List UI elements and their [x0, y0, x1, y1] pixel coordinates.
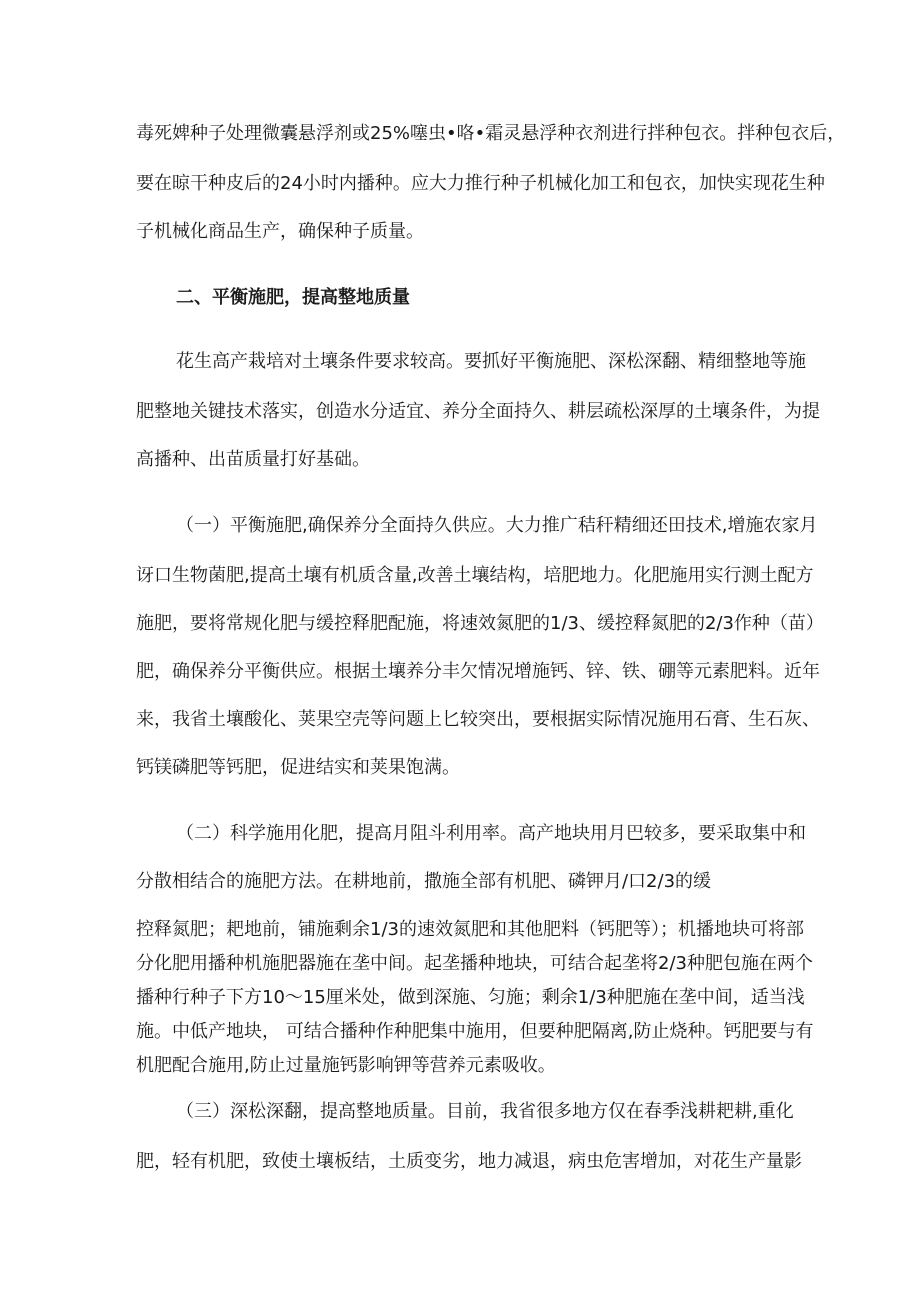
paragraph-2-line-1: 花生高产栽培对土壤条件要求较高。要抓好平衡施肥、深松深翻、精细整地等施 — [176, 351, 806, 372]
paragraph-3-line-4: 肥，确保养分平衡供应。根据土壤养分丰欠情况增施钙、锌、铁、硼等元素肥料。近年 — [136, 661, 820, 682]
section-heading-2: 二、平衡施肥，提高整地质量 — [176, 287, 410, 308]
paragraph-1-line-3: 子机械化商品生产，确保种子质量。 — [136, 221, 424, 242]
paragraph-1-line-2: 要在晾干种皮后的24小时内播种。应大力推行种子机械化加工和包衣，加快实现花生种 — [136, 173, 825, 194]
paragraph-3-line-3: 施肥，要将常规化肥与缓控释肥配施，将速效氮肥的1/3、缓控释氮肥的2/3作种（苗） — [136, 613, 824, 634]
paragraph-3-line-5: 来，我省土壤酸化、荚果空壳等问题上匕较突出，要根据实际情况施用石膏、生石灰、 — [136, 709, 820, 730]
paragraph-5-line-5: 机肥配合施用,防止过量施钙影响钾等营养元素吸收。 — [136, 1055, 556, 1076]
paragraph-2-line-3: 高播种、出苗质量打好基础。 — [136, 449, 370, 470]
paragraph-6-line-1: （三）深松深翻，提高整地质量。目前，我省很多地方仅在春季浅耕耙耕,重化 — [176, 1101, 794, 1122]
paragraph-3-line-6: 钙镁磷肥等钙肥，促进结实和荚果饱满。 — [136, 757, 460, 778]
paragraph-4-line-1: （二）科学施用化肥，提高月阻斗利用率。高产地块用月巴较多，要采取集中和 — [176, 823, 806, 844]
paragraph-3-line-2: 讶口生物菌肥,提高土壤有机质含量,改善土壤结构，培肥地力。化肥施用实行测土配方 — [136, 565, 814, 586]
paragraph-5-line-3: 播种行种子下方10〜15厘米处，做到深施、匀施；剩余1/3种肥施在垄中间，适当浅 — [136, 987, 805, 1008]
paragraph-2-line-2: 肥整地关键技术落实，创造水分适宜、养分全面持久、耕层疏松深厚的土壤条件，为提 — [136, 401, 820, 422]
paragraph-5-line-2: 分化肥用播种机施肥器施在垄中间。起垄播种地块，可结合起垄将2/3种肥包施在两个 — [136, 953, 813, 974]
paragraph-4-line-2: 分散相结合的施肥方法。在耕地前，撒施全部有机肥、磷钾月/口2/3的缓 — [136, 871, 712, 892]
paragraph-5-line-1: 控释氮肥；耙地前，铺施剩余1/3的速效氮肥和其他肥料（钙肥等）；机播地块可将部 — [136, 919, 804, 940]
paragraph-5-line-4: 施。中低产地块， 可结合播种作种肥集中施用，但要种肥隔离,防止烧种。钙肥要与有 — [136, 1021, 814, 1042]
paragraph-3-line-1: （一）平衡施肥,确保养分全面持久供应。大力推广秸秆精细还田技术,增施农家月 — [176, 515, 818, 536]
paragraph-1-line-1: 毒死婢种子处理微囊悬浮剂或25%噻虫•咯•霜灵悬浮种衣剂进行拌种包衣。拌种包衣后， — [136, 123, 846, 144]
paragraph-6-line-2: 肥，轻有机肥，致使土壤板结，土质变劣，地力减退，病虫危害增加，对花生产量影 — [136, 1151, 802, 1172]
